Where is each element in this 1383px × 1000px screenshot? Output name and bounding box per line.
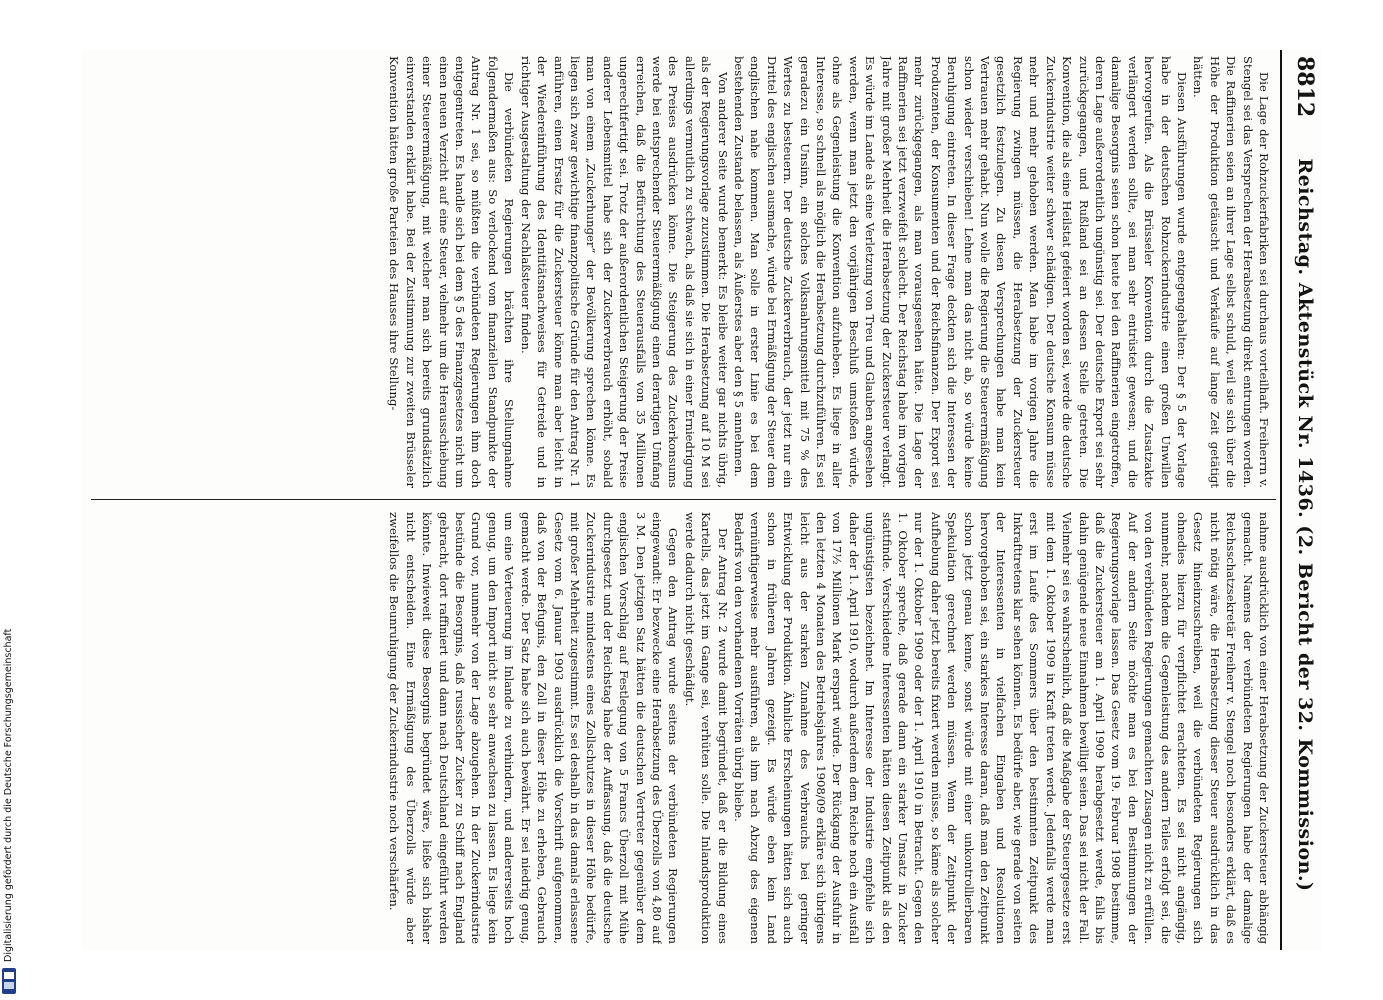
left-column	[92, 56, 1272, 488]
right-column	[92, 512, 1272, 944]
paragraph: nahme ausdrücklich von einer Herabsetzung der Zuckersteuer abhängig gemacht. Namens der verbündeten Regierungen habe der damalige Reichsschatzsekretär Freiherr v. Stengel noch besonders erklärt, daß es nicht nötig wäre, die Herabsetzung dieser Steuer ausdrücklich in das Gesetz hineinzuschreiben, weil die verbündeten Regierungen sich ohnedies hierzu für verpflichtet erachteten. Es sei nicht angängig, nunmehr, nachdem die Gegenleistung des andern Teiles erfolgt sei, die von den verbündeten Regierungen gemachten Zusagen nicht zu erfüllen. Auf der andern Seite möchte man es bei den Bestimmungen der Regierungsvorlage lassen. Das Gesetz vom 19. Februar 1908 bestimme, daß die Zuckersteuer am 1. April 1909 herabgesetzt werde, falls bis dahin genügende neue Einnahmen bewilligt seien. Das sei nicht der Fall. Vielmehr sei es wahrscheinlich, daß die Maßgabe der Steuergesetze erst mit dem 1. Oktober 1909 in Kraft treten werde. Jedenfalls werde man erst im Laufe des Sommers über den bestimmten Zeitpunkt des Inkrafttretens klar sehen können. Es bedürfe aber, wie gerade von seiten der Interessenten in vielfachen Eingaben und Resolutionen hervorgehoben sei, ein starkes Interesse daran, daß man den Zeitpunkt schon jetzt genau kenne, sonst würde mit einer unkontrollierbaren Spekulation gerechnet werden müssen. Wenn der Zeitpunkt der Aufhebung daher jetzt bereits fixiert werden müsse, so käme als solcher nur der 1. Oktober 1909 oder der 1. April 1910 in Betracht. Gegen den 1. Oktober spreche, daß gerade dann ein starker Umsatz in Zucker stattfinde. Verschiedene Interessenten hätten diesen Zeitpunkt als den ungünstigsten bezeichnet. Im Interesse der Industrie empfehle sich daher der 1. April 1910, wodurch außerdem dem Reiche noch ein Ausfall von 17½ Millionen Mark erspart würde. Der Rückgang der Ausfuhr in den letzten 4 Monaten des Betriebsjahres 1908/09 erkläre sich übrigens leicht aus der starken Zunahme des Verbrauchs bei geringer Entwicklung der Produktion. Ähnliche Erscheinungen hätten sich auch schon in früheren Jahren gezeigt. Es würde eben kein Land vernünftigerweise mehr ausführen, als ihm nach Abzug des eigenen Bedarfs von den vorhandenen Vorräten übrig bliebe.	[732, 512, 1271, 944]
paragraph: Gegen den Antrag wurde seitens der verbündeten Regierungen eingewandt: Er bezwecke eine Herabsetzung des Überzolls von 4,80 auf 3 M. Den jetzigen Satz hätten die deutschen Vertreter gegenüber dem englischen Vorschlag auf Festlegung von 5 Francs Überzoll mit Mühe durchgesetzt und der Reichstag habe der Auffassung, daß die deutsche Zuckerindustrie mindestens eines Zollschutzes in dieser Höhe bedürfe, mit großer Mehrheit zugestimmt. Es sei deshalb in das damals erlassene Gesetz vom 6. Januar 1903 ausdrücklich die Vorschrift aufgenommen, daß von der Befugnis, den Zoll in dieser Höhe zu erheben, Gebrauch gemacht werde. Der Satz habe sich auch bewährt. Er sei niedrig genug, um eine Verteuerung im Inlande zu verhindern, und andererseits hoch genug, um den Import nicht so sehr anwachsen zu lassen. Es liege kein Grund vor, nunmehr von der Lage abzugehen. In der Zuckerindustrie bestünde die Besorgnis, daß russischer Zucker zu Schiff nach England gebracht, dort raffiniert und dann nach Deutschland eingeführt werden könnte. Inwieweit diese Besorgnis begründet wäre, ließe sich bisher nicht entscheiden. Eine Ermäßigung des Überzolls würde aber zweifellos die Beunruhigung der Zuckerindustrie noch verschärfen.	[387, 512, 681, 944]
page-number: 8812	[1292, 56, 1318, 118]
header-rule	[1280, 50, 1282, 950]
page-title: Reichstag. Aktenstück Nr. 1436. (2. Bericht der 32. Kommission.)	[1294, 158, 1316, 892]
scanned-page	[82, 50, 1322, 950]
paragraph: Diesen Ausführungen wurde entgegengehalten: Der § 5 der Vorlage habe in der deutschen Rohzuckerindustrie einen großen Unwillen hervorgerufen. Als die Brüsseler Konvention durch die Zusatzakte verlängert werden sollte, sei man sehr entrüstet gewesen; und die damalige Besorgnis seien schon heute bei den Raffinerien eingetroffen, deren Lage außerordentlich ungünstig sei. Der deutsche Export sei sehr zurückgegangen, und Rußland sei an dessen Stelle getreten. Die Konvention, die als eine Heilstat gefeiert worden sei, werde die deutsche Zuckerindustrie weiter schwer schädigen. Der deutsche Konsum müsse mehr und mehr gehoben werden. Man habe im vorigen Jahre die Regierung zwingen müssen, die Herabsetzung der Zuckersteuer gesetzlich festzulegen. Zu diesen Versprechungen habe man kein Vertrauen mehr gehabt. Nun wolle die Regierung die Steuerermäßigung schon wieder verschieben! Lehne man das nicht ab, so würde keine Beruhigung eintreten. In dieser Frage deckten sich die Interessen der Produzenten, der Konsumenten und der Reichsfinanzen. Der Export sei mehr zurückgegangen, als man vorausgesehen hätte. Die Lage der Raffinerien sei jetzt verzweifelt schlecht. Der Reichstag habe im vorigen Jahre mit großer Mehrheit die Herabsetzung der Zuckersteuer verlangt. Es würde im Lande als eine Verletzung von Treu und Glauben angesehen werden, wenn man jetzt den vorjährigen Beschluß umstoßen würde, ohne als Gegenleistung die Konvention aufzuheben. Es liege in aller Interesse, so schnell als möglich die Herabsetzung durchzuführen. Es sei geradezu ein Unsinn, ein solches Volksnahrungsmittel mit 75 % des Wertes zu besteuern. Der deutsche Zuckerverbrauch, der jetzt nur ein Drittel des englischen ausmache, würde bei Ermäßigung der Steuer dem englischen nahe kommen. Man solle in erster Linie es bei dem bestehenden Zustande belassen, als Äußerstes aber den § 5 annehmen.	[732, 56, 1189, 488]
paragraph: Der Antrag Nr. 2 wurde damit begründet, daß er die Bildung eines Kartells, das jetzt im Gange sei, verhüten solle. Die Inlandsproduktion werde dadurch nicht geschädigt.	[682, 512, 730, 944]
paragraph: Die verbündeten Regierungen brächten ihre Stellungnahme folgendermaßen aus: So verlockend vom finanziellen Standpunkte der Antrag Nr. 1 sei, so müßten die verbündeten Regierungen ihm doch entgegentreten. Es handle sich bei dem § 5 des Finanzgesetzes nicht um einen neuen Verzicht auf eine Steuer, vielmehr um die Herausschiebung einer Steuerermäßigung, mit welcher man sich bereits grundsätzlich einverstanden erklärt habe. Bei der Zustimmung zur zweiten Brüsseler Konvention hätten große Parteien des Hauses ihre Stellung-	[387, 56, 517, 488]
funding-credit: Digitalisierung gefördert durch die Deutsche Forschungsgemeinschaft	[3, 628, 14, 962]
column-divider	[91, 499, 1276, 500]
paragraph: Die Lage der Rohzuckerfabriken sei durchaus vorteilhaft. Freiherrn v. Stengel sei das Versprechen der Herabsetzung direkt entrungen worden. Die Raffinerien seien an ihrer Lage selbst schuld, weil sie sich über die Höhe der Produktion getäuscht und Verkäufe auf lange Zeit getätigt hätten.	[1191, 56, 1271, 488]
paragraph: Von anderer Seite wurde bemerkt: Es bleibe weiter gar nichts übrig, als der Regierungsvorlage zuzustimmen. Die Herabsetzung auf 10 M sei allerdings vermutlich zu schwach, als daß sie sich in einer Erniedrigung des Preises ausdrücken könne. Die Steigerung des Zuckerkonsums werde bei entsprechender Steuerermäßigung einen derartigen Umfang erreichen, daß die Befürchtung des Steuerausfalls von 35 Millionen ungerechtfertigt sei. Trotz der außerordentlichen Steigerung der Preise anderer Lebensmittel habe sich der Zuckerverbrauch erhöht, sobald man von einem „Zuckerhunger“ der Bevölkerung sprechen könne. Es liegen sich zwar gewichtige finanzpolitische Gründe für den Antrag Nr. 1 anführen, einen Ersatz für die Zuckersteuer könne man aber leicht in der Wiedereinführung des Identitätsnachweises für Getreide und in richtiger Ausgestaltung der Nachlaßsteuer finden.	[518, 56, 730, 488]
page-header	[1282, 50, 1322, 950]
digitization-sidebar	[0, 0, 20, 1000]
dfg-logo-icon	[2, 968, 16, 994]
